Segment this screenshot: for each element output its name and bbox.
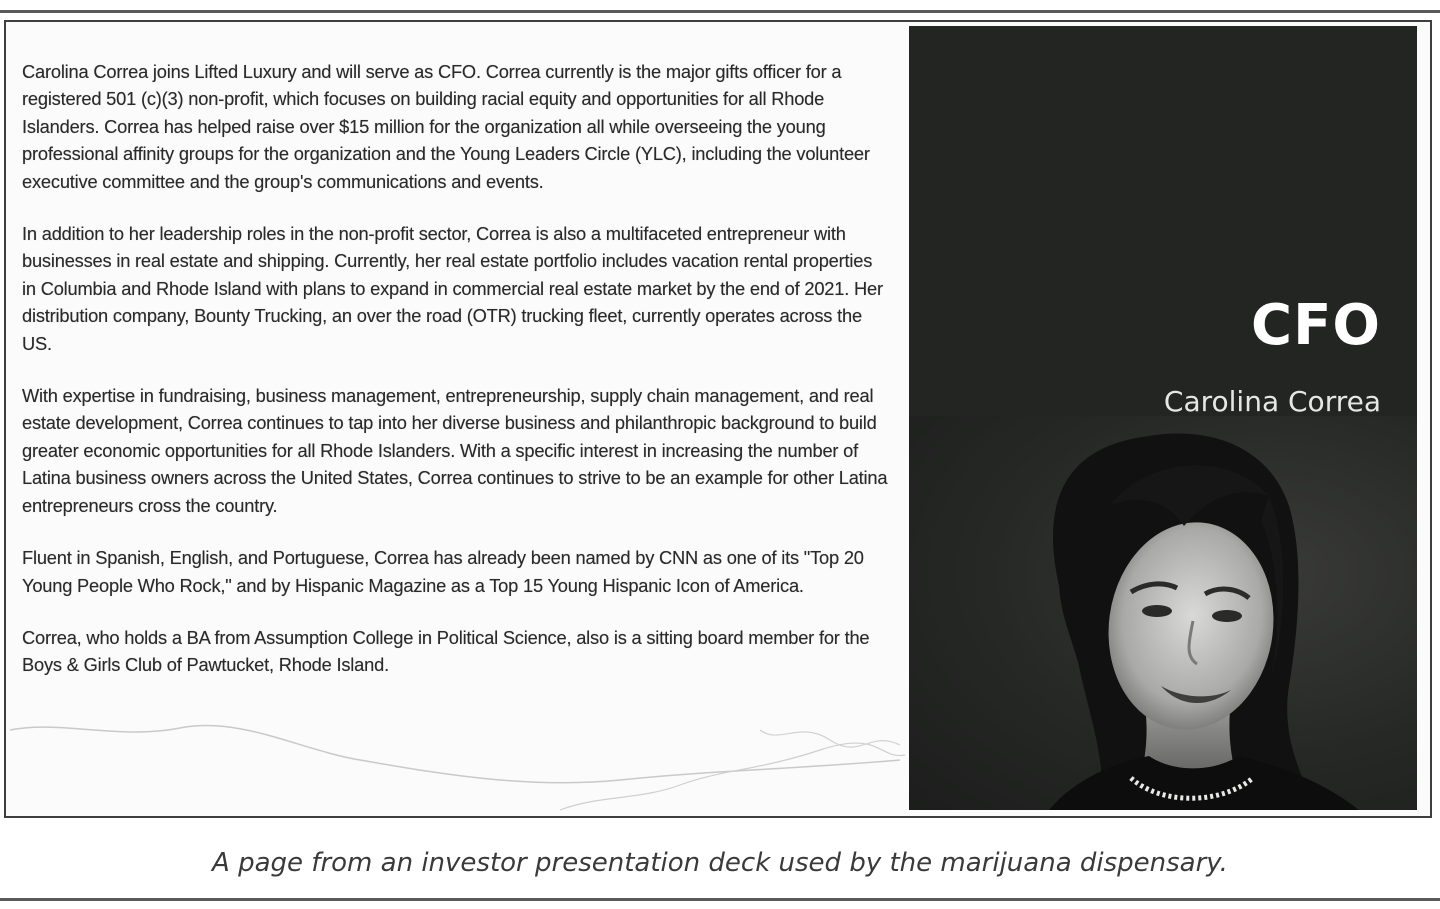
bio-paragraph-4: Fluent in Spanish, English, and Portuguese, Correa has already been named by CNN as one of its "Top 20 Young People Who Rock," and by Hispanic Magazine as a Top 15 Young Hispanic Icon of America.: [22, 547, 864, 596]
bio-paragraph-2: In addition to her leadership roles in the non-profit sector, Correa is also a multifaceted entrepreneur with businesses in real estate and shipping. Currently, her real estate portfolio includes vacation rental properties in Columbia and Rhode Island with plans to expand in commercial real estate market by the end of 2021. Her distribution company, Bounty Trucking, an over the road (OTR) trucking fleet, currently operates across the US.: [22, 223, 883, 354]
person-name: Carolina Correa: [1163, 385, 1381, 418]
top-divider: [0, 10, 1440, 13]
bio-paragraph-1: Carolina Correa joins Lifted Luxury and will serve as CFO. Correa currently is the major gifts officer for a registered 501 (c)(3) non-profit, which focuses on building racial equity and opportunities for all Rhode Islanders. Correa has helped raise over $15 million for the organization all while overseeing the young professional affinity groups for the organization and the Young Leaders Circle (YLC), including the volunteer executive committee and the group's communications and events.: [22, 61, 870, 192]
bio-text-column: [22, 58, 888, 704]
bio-paragraph-3: With expertise in fundraising, business management, entrepreneurship, supply chain management, and real estate development, Correa continues to tap into her diverse business and philanthropic background to build greater economic opportunities for all Rhode Islanders. With a specific interest in increasing the number of Latina business owners across the United States, Correa continues to strive to be an example for other Latina entrepreneurs cross the country.: [22, 385, 888, 516]
role-title: CFO: [1251, 293, 1381, 358]
bio-paragraph-5: Correa, who holds a BA from Assumption College in Political Science, also is a sitting board member for the Boys & Girls Club of Pawtucket, Rhode Island.: [22, 626, 870, 676]
bottom-divider: [0, 898, 1440, 901]
image-caption: A page from an investor presentation deck used by the marijuana dispensary.: [212, 848, 1228, 878]
profile-photo-panel: [909, 26, 1417, 810]
